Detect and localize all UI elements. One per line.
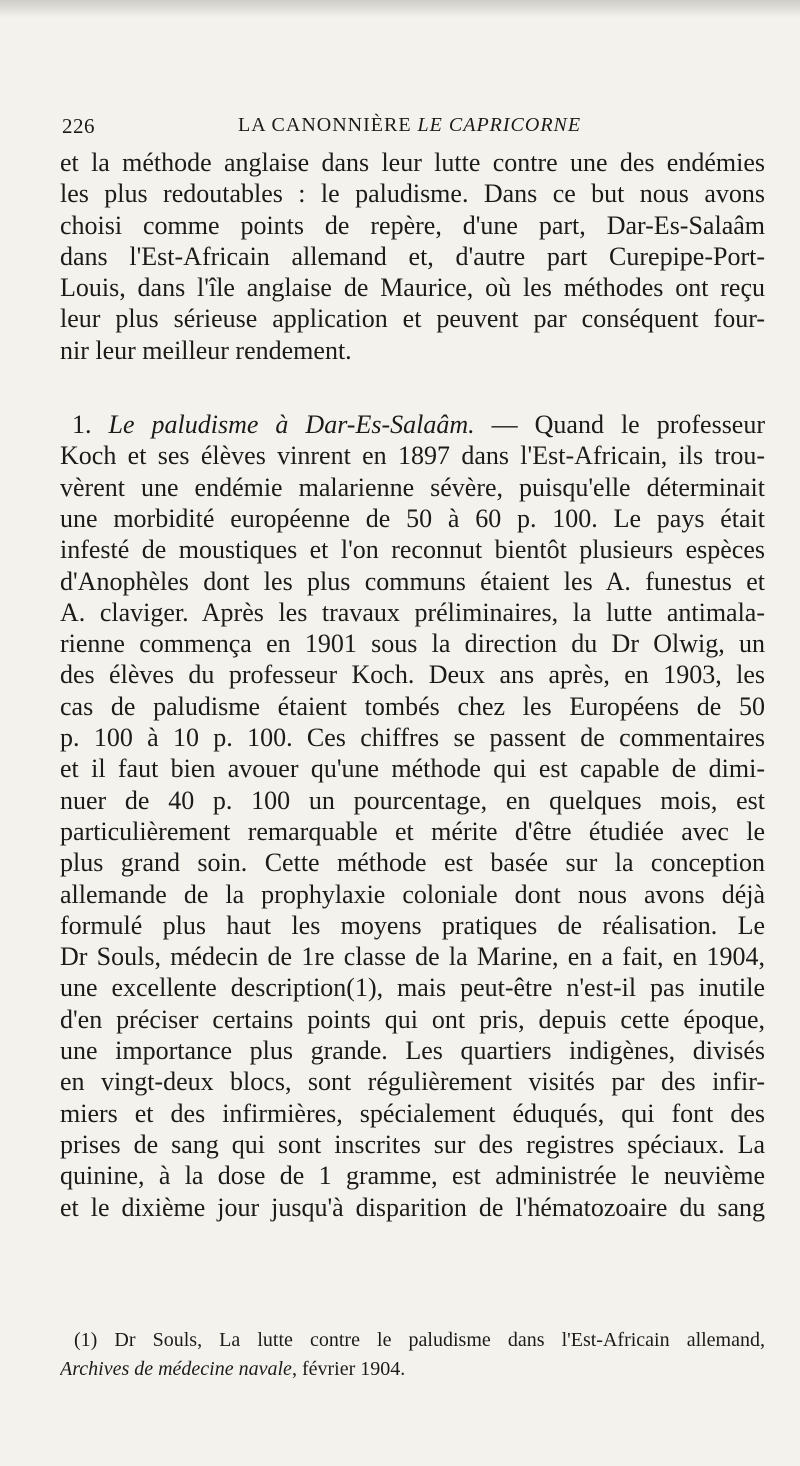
text-line: particulièrement remarquable et mérite d'être étudiée avec le bbox=[60, 816, 765, 846]
text-line: A. claviger. Après les travaux préliminaires, la lutte antimala- bbox=[60, 597, 765, 627]
running-title-text: LA CANONNIÈRE bbox=[238, 114, 418, 136]
running-title bbox=[238, 114, 581, 137]
text-line: les plus redoutables : le paludisme. Dans ce but nous avons bbox=[60, 179, 765, 209]
body-text bbox=[60, 147, 765, 1223]
footnote bbox=[60, 1326, 765, 1384]
footnote-marker: (1) bbox=[74, 1329, 98, 1351]
page-top-edge bbox=[0, 0, 800, 18]
text-line: infesté de moustiques et l'on reconnut bientôt plusieurs espèces bbox=[60, 535, 765, 565]
text-run: — Quand le professeur bbox=[474, 410, 765, 440]
text-line: dans l'Est-Africain allemand et, d'autre part Curepipe-Port- bbox=[60, 241, 765, 271]
footnote-line bbox=[60, 1326, 765, 1355]
paragraph-1 bbox=[60, 147, 765, 366]
text-line: cas de paludisme étaient tombés chez les Européens de 50 bbox=[60, 691, 765, 721]
text-line: en vingt-deux blocs, sont régulièrement visités par des infir- bbox=[60, 1067, 765, 1097]
text-line: choisi comme points de repère, d'une part, Dar-Es-Salaâm bbox=[60, 210, 765, 240]
page-number: 226 bbox=[62, 114, 95, 138]
footnote-date: , février 1904. bbox=[291, 1358, 406, 1380]
paragraph-gap bbox=[60, 366, 765, 409]
section-heading-line bbox=[60, 409, 765, 440]
text-line: leur plus sérieuse application et peuvent par conséquent four- bbox=[60, 304, 765, 334]
running-title-ship-name: LE CAPRICORNE bbox=[417, 114, 582, 136]
text-line: et la méthode anglaise dans leur lutte contre une des endémies bbox=[60, 148, 765, 177]
text-line: p. 100 à 10 p. 100. Ces chiffres se passent de commentaires bbox=[60, 723, 765, 753]
text-line: des élèves du professeur Koch. Deux ans après, en 1903, les bbox=[60, 660, 765, 690]
text-line: nir leur meilleur rendement. bbox=[60, 335, 352, 365]
footnote-citation: Dr Souls, La lutte contre le paludisme dans l'Est-Africain allemand, bbox=[97, 1329, 765, 1351]
footnote-line bbox=[60, 1355, 765, 1384]
text-line: Louis, dans l'île anglaise de Maurice, où les méthodes ont reçu bbox=[60, 273, 765, 303]
text-line: une excellente description(1), mais peut-être n'est-il pas inutile bbox=[60, 973, 765, 1003]
section-number: 1. bbox=[72, 410, 109, 440]
text-line: Koch et ses élèves vinrent en 1897 dans l'Est-Africain, ils trou- bbox=[60, 441, 765, 471]
text-line: vèrent une endémie malarienne sévère, puisqu'elle déterminait bbox=[60, 472, 765, 502]
text-line: une importance plus grande. Les quartiers indigènes, divisés bbox=[60, 1036, 765, 1066]
text-line: allemande de la prophylaxie coloniale dont nous avons déjà bbox=[60, 879, 765, 909]
text-line: d'en préciser certains points qui ont pris, depuis cette époque, bbox=[60, 1004, 765, 1034]
page-header bbox=[62, 114, 742, 142]
text-line: miers et des infirmières, spécialement éduqués, qui font des bbox=[60, 1098, 765, 1128]
text-line: d'Anophèles dont les plus communs étaient les A. funestus et bbox=[60, 566, 765, 596]
text-line: Dr Souls, médecin de 1re classe de la Marine, en a fait, en 1904, bbox=[60, 942, 765, 972]
text-line: nuer de 40 p. 100 un pourcentage, en quelques mois, est bbox=[60, 785, 765, 815]
text-line: rienne commença en 1901 sous la direction du Dr Olwig, un bbox=[60, 629, 765, 659]
text-line: prises de sang qui sont inscrites sur des registres spéciaux. La bbox=[60, 1129, 765, 1159]
footnote-journal: Archives de médecine navale bbox=[60, 1358, 292, 1380]
section-heading: Le paludisme à Dar-Es-Salaâm. bbox=[108, 410, 475, 440]
text-line: plus grand soin. Cette méthode est basée sur la conception bbox=[60, 848, 765, 878]
text-line: formulé plus haut les moyens pratiques de réalisation. Le bbox=[60, 910, 765, 940]
text-line: et le dixième jour jusqu'à disparition de l'hématozoaire du sang bbox=[60, 1192, 765, 1222]
paragraph-2 bbox=[60, 409, 765, 1223]
text-line: une morbidité européenne de 50 à 60 p. 100. Le pays était bbox=[60, 503, 765, 533]
text-line: quinine, à la dose de 1 gramme, est administrée le neuvième bbox=[60, 1161, 765, 1191]
text-line: et il faut bien avouer qu'une méthode qui est capable de dimi- bbox=[60, 754, 765, 784]
